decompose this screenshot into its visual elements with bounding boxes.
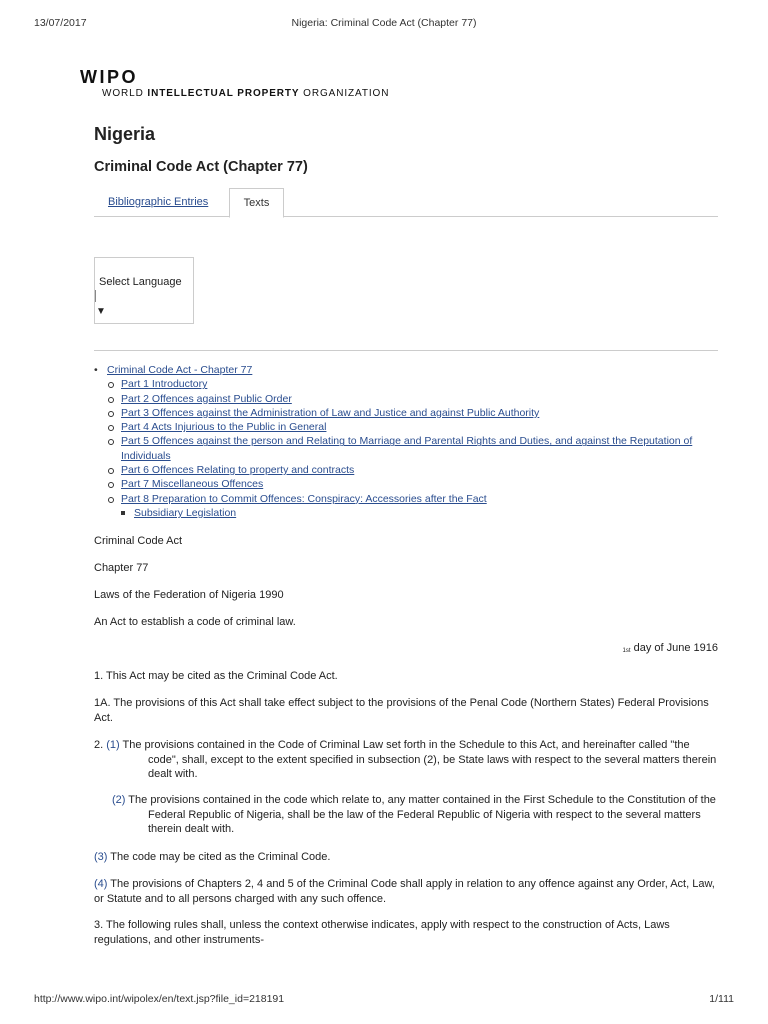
toc-item: [94, 377, 718, 391]
subsection-link[interactable]: (4): [94, 878, 108, 890]
toc-link-root[interactable]: Criminal Code Act - Chapter 77: [107, 364, 253, 376]
print-title: Nigeria: Criminal Code Act (Chapter 77): [291, 17, 477, 29]
toc-link-part-4[interactable]: Part 4 Acts Injurious to the Public in General: [121, 421, 327, 434]
logo-wordmark: WIPO: [80, 67, 138, 87]
act-preamble: An Act to establish a code of criminal law.: [94, 616, 296, 628]
country-heading: Nigeria: [94, 124, 156, 144]
toc-item: [94, 477, 718, 491]
language-select[interactable]: [94, 257, 194, 324]
section-3: 3. The following rules shall, unless the context otherwise indicates, apply with respect to the construction of Acts, Laws regulations, and other instruments-: [94, 919, 670, 946]
section-2-1: 2. (1) The provisions contained in the Code of Criminal Law set forth in the Schedule to this Act, and hereinafter called "the code", shall, except to the extent specified in subsection (2), be State laws with respect to the several matters therein dealt with.: [94, 739, 717, 780]
subsection-link[interactable]: (2): [112, 794, 126, 806]
toc-item: [94, 363, 718, 377]
toc-item: [94, 463, 718, 477]
table-of-contents: [94, 363, 718, 520]
body-heading-act: Criminal Code Act: [94, 535, 183, 547]
tab-bar: [94, 188, 718, 217]
wipo-logo[interactable]: [80, 68, 389, 99]
section-2-4: (4) The provisions of Chapters 2, 4 and 5 of the Criminal Code shall apply in relation to any offence against any Order, Act, Law, or Statute and to all persons charged with any such offence.: [94, 878, 715, 905]
toc-item: [94, 492, 718, 506]
toc-link-part-6[interactable]: Part 6 Offences Relating to property and contracts: [121, 464, 355, 477]
subsection-link[interactable]: (3): [94, 851, 108, 863]
logo-subtitle: WORLD INTELLECTUAL PROPERTY ORGANIZATION: [102, 88, 390, 99]
language-select-caret: [95, 290, 96, 302]
toc-item: [94, 392, 718, 406]
toc-link-part-3[interactable]: Part 3 Offences against the Administration of Law and Justice and against Public Authority: [121, 406, 540, 419]
toc-item: [94, 434, 718, 463]
print-footer-url: http://www.wipo.int/wipolex/en/text.jsp?file_id=218191: [34, 993, 285, 1005]
tab-texts[interactable]: Texts: [229, 188, 284, 218]
subsection-link[interactable]: (1): [106, 739, 120, 751]
language-select-label: Select Language: [99, 276, 182, 288]
body-heading-laws: Laws of the Federation of Nigeria 1990: [94, 589, 284, 601]
toc-link-part-7[interactable]: Part 7 Miscellaneous Offences: [121, 478, 264, 491]
toc-item: [94, 420, 718, 434]
print-date: 13/07/2017: [34, 17, 87, 29]
commencement-date: $^{1st}$ day of June 1916: [622, 642, 718, 654]
dropdown-arrow-icon: ▼: [96, 306, 106, 317]
toc-link-part-8[interactable]: Part 8 Preparation to Commit Offences: Conspiracy: Accessories after the Fact: [121, 492, 487, 505]
divider: [94, 350, 718, 351]
toc-link-subsidiary[interactable]: Subsidiary Legislation: [134, 506, 237, 519]
toc-item: [94, 506, 718, 520]
section-2-2: (2) The provisions contained in the code which relate to, any matter contained in the First Schedule to the Constitution of the Federal Republic of Nigeria, shall be the law of the Federal Republic of Nigeria with respect to the several matters therein dealt with.: [112, 794, 716, 835]
section-1: 1. This Act may be cited as the Criminal Code Act.: [94, 670, 338, 682]
body-heading-chapter: Chapter 77: [94, 562, 149, 574]
toc-link-part-1[interactable]: Part 1 Introductory: [121, 378, 208, 391]
print-page-number: 1/111: [709, 993, 734, 1005]
toc-item: [94, 406, 718, 420]
section-2-3: (3) The code may be cited as the Criminal Code.: [94, 851, 331, 863]
tab-bibliographic-entries[interactable]: Bibliographic Entries: [108, 196, 209, 208]
act-title: Criminal Code Act (Chapter 77): [94, 159, 308, 175]
toc-link-part-2[interactable]: Part 2 Offences against Public Order: [121, 392, 292, 405]
toc-link-part-5[interactable]: Part 5 Offences against the person and Relating to Marriage and Parental Rights and Duties, and against the Reputation of Individuals: [121, 435, 693, 462]
section-1a: 1A. The provisions of this Act shall take effect subject to the provisions of the Penal Code (Northern States) Federal Provisions Act.: [94, 697, 709, 724]
